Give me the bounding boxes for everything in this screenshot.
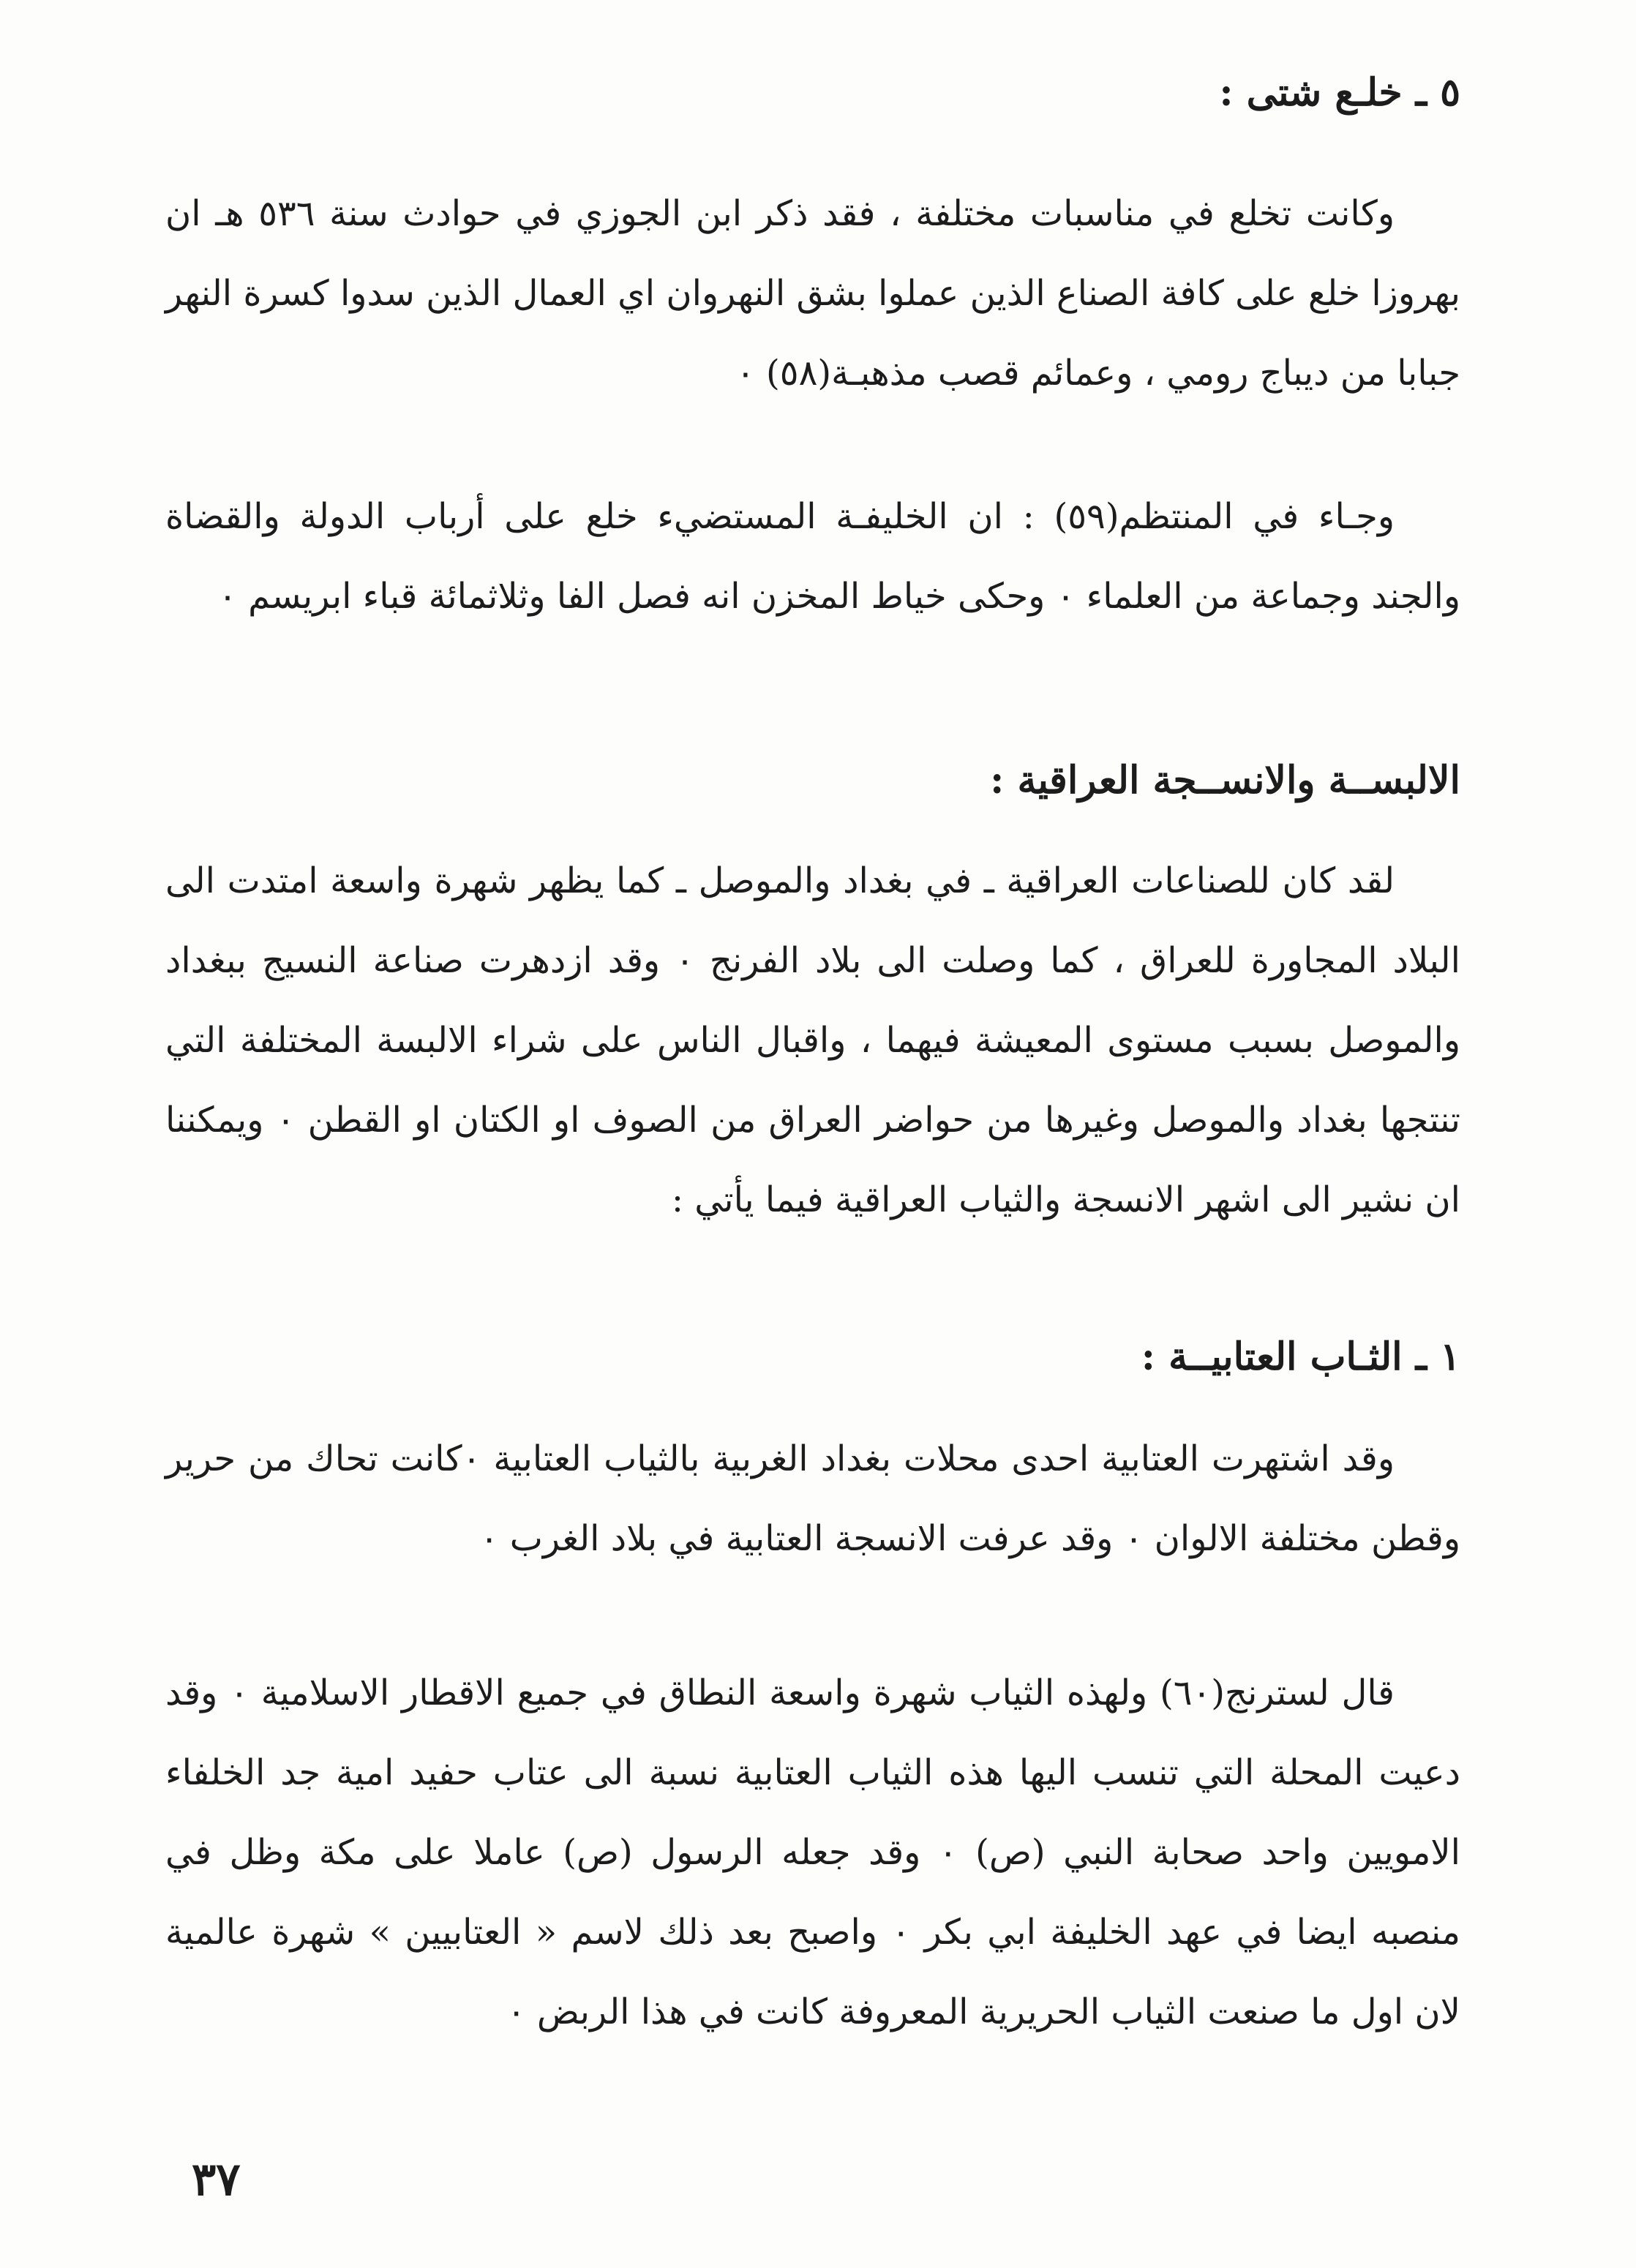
paragraph-block-2	[165, 477, 1460, 637]
paragraph: قال لسترنج(٦٠) ولهذه الثياب شهرة واسعة النطاق في جميع الاقطار الاسلامية ٠ وقد دعيت المحلة التي تنسب اليها هذه الثياب العتابية نسبة الى عتاب حفيد امية جد الخلفاء الامويين واحد صحابة النبي (ص) ٠ وقد جعله الرسول (ص) عاملا على مكة وظل في منصبه ايضا في عهد الخليفة ابي بكر ٠ واصبح بعد ذلك لاسم « العتابيين » شهرة عالمية لان اول ما صنعت الثياب الحريرية المعروفة كانت في هذا الربض ٠	[165, 1672, 1461, 2032]
paragraph: وجـاء في المنتظم(٥٩) : ان الخليفـة المستضيء خلع على أرباب الدولة والقضاة والجند وجماعة من العلماء ٠ وحكى خياط المخزن انه فصل الفا وثلاثمائة قباء ابريسم ٠	[165, 496, 1460, 617]
paragraph: وكانت تخلع في مناسبات مختلفة ، فقد ذكر ابن الجوزي في حوادث سنة ٥٣٦ هـ ان بهروزا خلع على كافة الصناع الذين عملوا بشق النهروان اي العمال الذين سدوا كسرة النهر جبابا من ديباج رومي ، وعمائم قصب مذهبـة(٥٨) ٠	[165, 193, 1460, 394]
paragraph: وقد اشتهرت العتابية احدى محلات بغداد الغربية بالثياب العتابية ٠كانت تحاك من حرير وقطن مختلفة الالوان ٠ وقد عرفت الانسجة العتابية في بلاد الغرب ٠	[165, 1438, 1460, 1559]
section-heading-various-robes: ٥ ـ خلـع شتى :	[1219, 70, 1460, 115]
paragraph-block-1	[165, 174, 1460, 413]
paragraph-block-4	[165, 1419, 1460, 1579]
paragraph-block-5	[165, 1653, 1460, 2052]
paragraph: لقد كان للصناعات العراقية ـ في بغداد والموصل ـ كما يظهر شهرة واسعة امتدت الى البلاد المجاورة للعراق ، كما وصلت الى بلاد الفرنج ٠ وقد ازدهرت صناعة النسيج ببغداد والموصل بسبب مستوى المعيشة فيهما ، واقبال الناس على شراء الالبسة المختلفة التي تنتجها بغداد والموصل وغيرها من حواضر العراق من الصوف او الكتان او القطن ٠ ويمكننا ان نشير الى اشهر الانسجة والثياب العراقية فيما يأتي :	[165, 860, 1461, 1220]
paragraph-block-3	[165, 841, 1460, 1240]
page-number: ٣٧	[192, 2152, 241, 2206]
section-heading-attabi-cloth: ١ ـ الثـاب العتابيــة :	[1141, 1334, 1460, 1379]
section-heading-iraqi-textiles: الالبســة والانســجة العراقية :	[990, 758, 1460, 803]
